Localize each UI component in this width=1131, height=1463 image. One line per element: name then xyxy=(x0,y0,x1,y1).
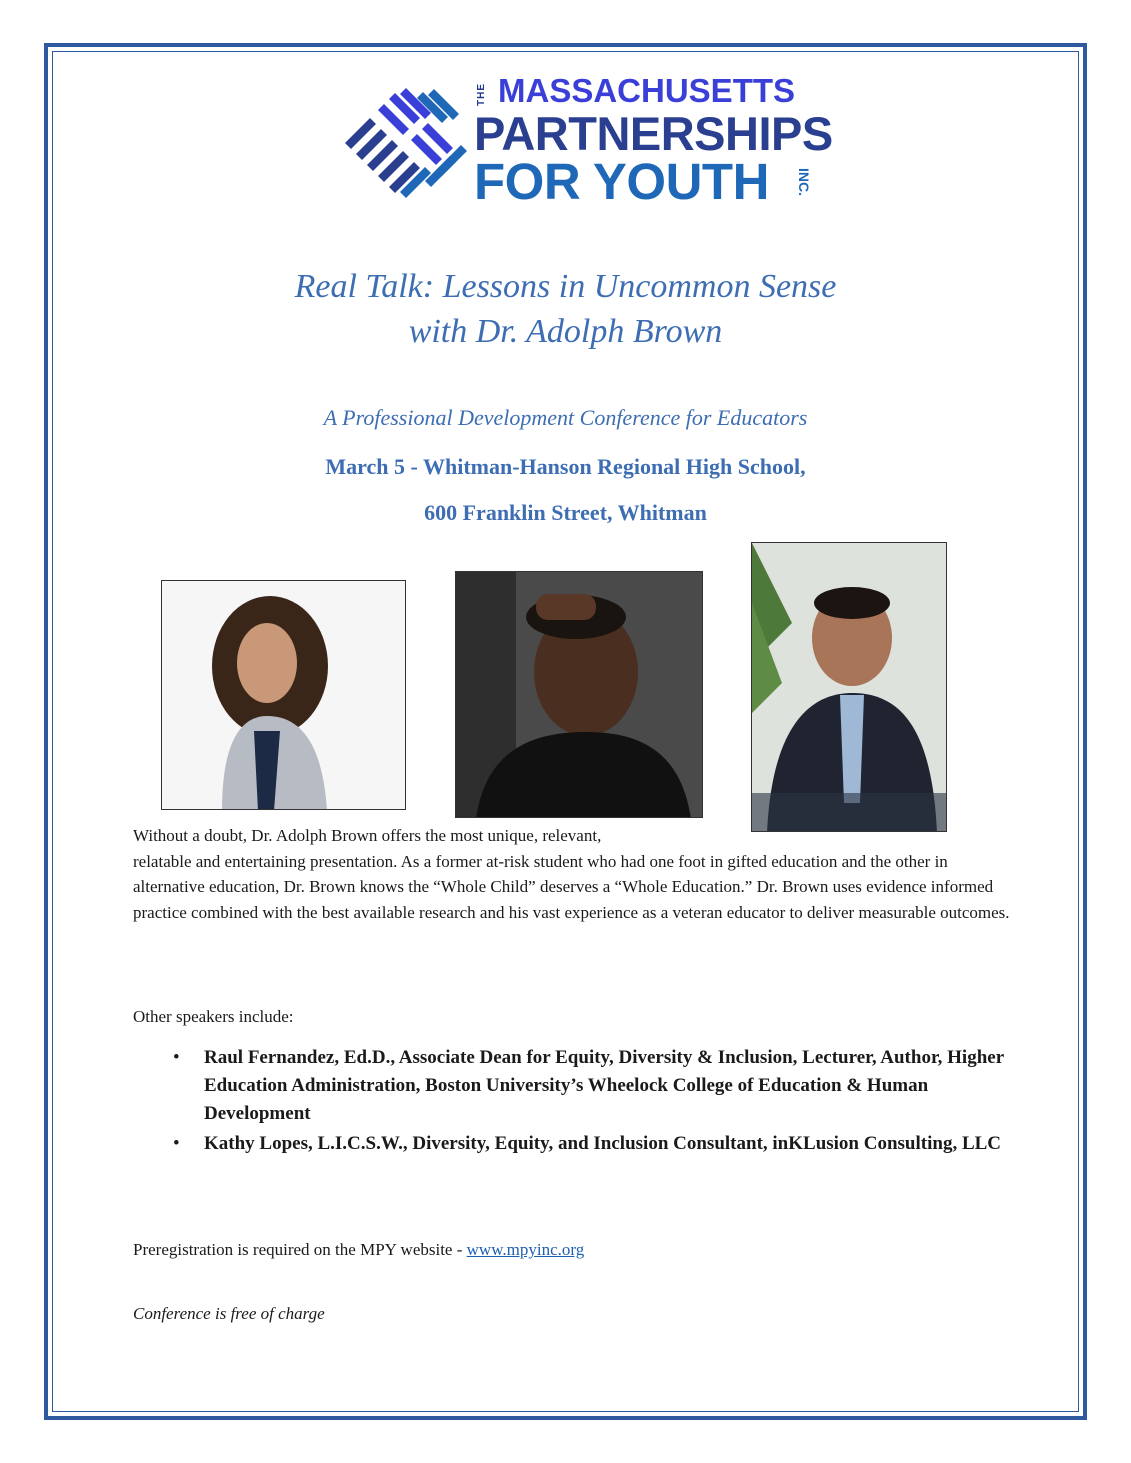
registration-text: Preregistration is required on the MPY website - xyxy=(133,1240,467,1259)
event-address: 600 Franklin Street, Whitman xyxy=(424,500,707,525)
speaker-photo-raul-fernandez xyxy=(751,542,947,832)
logo-inc-text: INC. xyxy=(796,168,812,196)
logo-partnerships-text: PARTNERSHIPS xyxy=(474,107,833,160)
event-title: Real Talk: Lessons in Uncommon Sense xyxy=(294,268,837,305)
free-of-charge-note: Conference is free of charge xyxy=(133,1304,325,1323)
event-date-location: March 5 - Whitman-Hanson Regional High School, xyxy=(325,454,806,479)
woven-logo-icon xyxy=(340,86,475,201)
event-title-speaker: with Dr. Adolph Brown xyxy=(408,313,723,350)
bullet-icon: • xyxy=(173,1047,180,1068)
speaker-photo-woman xyxy=(161,580,406,810)
logo-the-text: THE xyxy=(476,83,487,107)
registration-link[interactable]: www.mpyinc.org xyxy=(466,1240,585,1259)
speaker-item-text: Raul Fernandez, Ed.D., Associate Dean for Equity, Diversity & Inclusion, Lecturer, Author, Higher Education Administration, Boston University’s Wheelock College of Education & Human Development xyxy=(204,1047,1004,1124)
description-first-line: Without a doubt, Dr. Adolph Brown offers the most unique, relevant, xyxy=(133,826,602,845)
speaker-list xyxy=(133,1044,1013,1160)
description-body: relatable and entertaining presentation. As a former at-risk student who had one foot in gifted education and the other in alternative education, Dr. Brown knows the “Whole Child” deserves a “Whole Education.” Dr. Brown uses evidence informed practice combined with the best available research and his vast experience as a veteran educator to deliver measurable outcomes. xyxy=(133,851,1010,922)
logo-for-youth-text: FOR YOUTH xyxy=(474,153,769,210)
speaker-item xyxy=(133,1130,1004,1158)
speaker-item xyxy=(133,1044,1004,1128)
description-paragraph xyxy=(133,823,1013,925)
registration-note xyxy=(133,1240,584,1260)
logo-massachusetts-text: MASSACHUSETTS xyxy=(498,72,796,109)
other-speakers-heading: Other speakers include: xyxy=(133,1007,294,1026)
speaker-photo-adolph-brown xyxy=(455,571,703,818)
event-subtitle: A Professional Development Conference for Educators xyxy=(323,405,808,430)
speaker-item-text: Kathy Lopes, L.I.C.S.W., Diversity, Equity, and Inclusion Consultant, inKLusion Consulting, LLC xyxy=(204,1133,1002,1154)
bullet-icon: • xyxy=(173,1133,180,1154)
